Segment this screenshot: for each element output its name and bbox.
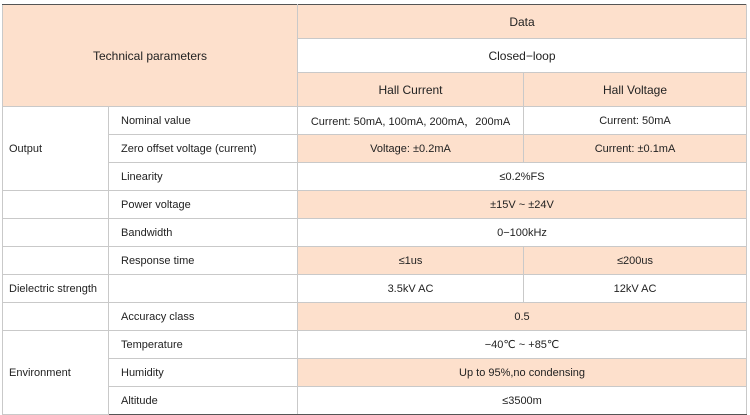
row-label-zero-offset: Zero offset voltage (current) (109, 135, 298, 163)
row-label-linearity: Linearity (109, 163, 298, 191)
bandwidth-value: 0−100kHz (298, 219, 747, 247)
response-time-hall-current: ≤1us (298, 247, 524, 275)
hall-current-header: Hall Current (298, 73, 524, 107)
accuracy-class-value: 0.5 (298, 303, 747, 331)
empty-group-cell (3, 191, 109, 219)
linearity-value: ≤0.2%FS (298, 163, 747, 191)
data-header: Data (298, 5, 747, 39)
row-label-power-voltage: Power voltage (109, 191, 298, 219)
empty-group-cell (3, 219, 109, 247)
temperature-value: −40℃ ~ +85℃ (298, 331, 747, 359)
row-label-temperature: Temperature (109, 331, 298, 359)
empty-group-cell (3, 247, 109, 275)
hall-voltage-header: Hall Voltage (524, 73, 747, 107)
row-label-response-time: Response time (109, 247, 298, 275)
zero-offset-hall-voltage: Current: ±0.1mA (524, 135, 747, 163)
row-label-dielectric (109, 275, 298, 303)
humidity-value: Up to 95%,no condensing (298, 359, 747, 387)
row-label-altitude: Altitude (109, 387, 298, 415)
technical-parameters-table (2, 4, 747, 415)
group-dielectric-strength: Dielectric strength (3, 275, 109, 303)
dielectric-hall-current: 3.5kV AC (298, 275, 524, 303)
nominal-value-hall-voltage: Current: 50mA (524, 107, 747, 135)
dielectric-hall-voltage: 12kV AC (524, 275, 747, 303)
row-label-accuracy-class: Accuracy class (109, 303, 298, 331)
group-environment: Environment (3, 331, 109, 415)
row-label-nominal-value: Nominal value (109, 107, 298, 135)
nominal-value-hall-current: Current: 50mA, 100mA, 200mA，200mA (298, 107, 524, 135)
closed-loop-header: Closed−loop (298, 39, 747, 73)
row-label-bandwidth: Bandwidth (109, 219, 298, 247)
technical-parameters-header: Technical parameters (3, 5, 298, 107)
group-output: Output (3, 107, 109, 191)
response-time-hall-voltage: ≤200us (524, 247, 747, 275)
altitude-value: ≤3500m (298, 387, 747, 415)
row-label-humidity: Humidity (109, 359, 298, 387)
power-voltage-value: ±15V ~ ±24V (298, 191, 747, 219)
empty-group-cell (3, 303, 109, 331)
zero-offset-hall-current: Voltage: ±0.2mA (298, 135, 524, 163)
